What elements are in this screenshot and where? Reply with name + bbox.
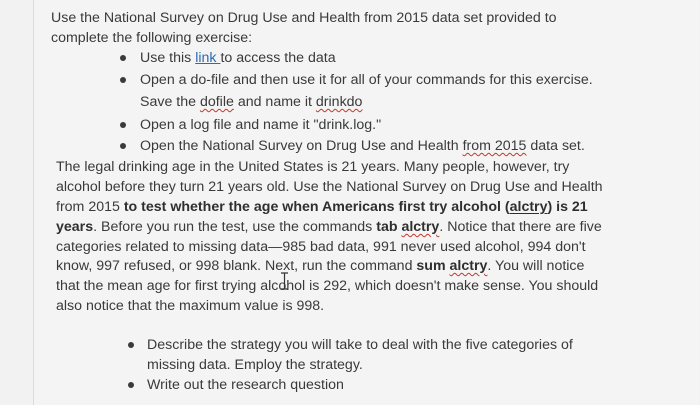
- bullet-dot: [120, 143, 126, 149]
- bullet-dot: [128, 382, 134, 388]
- body-line-7: that the mean age for first trying alcohol is 292, which doesn't make sense. You should: [56, 278, 599, 294]
- task-describe-strategy: Describe the strategy you will take to deal with the five categories of: [147, 337, 573, 353]
- body-line-6: know, 997 refused, or 998 blank. Next, run the command sum alctry. You will notice: [56, 258, 585, 274]
- data-link[interactable]: link: [195, 50, 221, 66]
- body-line-4: years. Before you run the test, use the commands tab alctry. Notice that there are five: [56, 219, 602, 235]
- bullet-open-log: Open a log file and name it "drink.log.": [140, 117, 382, 133]
- body-line-1: The legal drinking age in the United States is 21 years. Many people, however, try: [56, 159, 570, 175]
- body-line-5: categories related to missing data—985 bad data, 991 never used alcohol, 994 don't: [56, 239, 586, 255]
- body-line-8: also notice that the maximum value is 998.: [56, 298, 325, 314]
- bullet-dot: [120, 55, 126, 61]
- text-cursor-icon: [280, 272, 289, 290]
- bullet-open-dofile: Open a do-file and then use it for all of your commands for this exercise.: [140, 72, 593, 88]
- body-line-3: from 2015 to test whether the age when Americans first try alcohol (alctry) is 21: [56, 199, 588, 215]
- bullet-dot: [128, 342, 134, 348]
- task-research-question: Write out the research question: [147, 377, 344, 393]
- intro-line-1: Use the National Survey on Drug Use and Health from 2015 data set provided to: [51, 10, 557, 26]
- bullet-dot: [120, 122, 126, 128]
- bullet-access-data: Use this link to access the data: [140, 50, 336, 66]
- bullet-open-dataset: Open the National Survey on Drug Use and Health from 2015 data set.: [140, 138, 585, 154]
- intro-line-2: complete the following exercise:: [51, 30, 253, 46]
- bullet-open-dofile-cont: Save the dofile and name it drinkdo: [140, 94, 363, 110]
- bullet-dot: [120, 77, 126, 83]
- task-describe-strategy-cont: missing data. Employ the strategy.: [147, 357, 363, 373]
- body-line-2: alcohol before they turn 21 years old. Use the National Survey on Drug Use and Health: [56, 179, 603, 195]
